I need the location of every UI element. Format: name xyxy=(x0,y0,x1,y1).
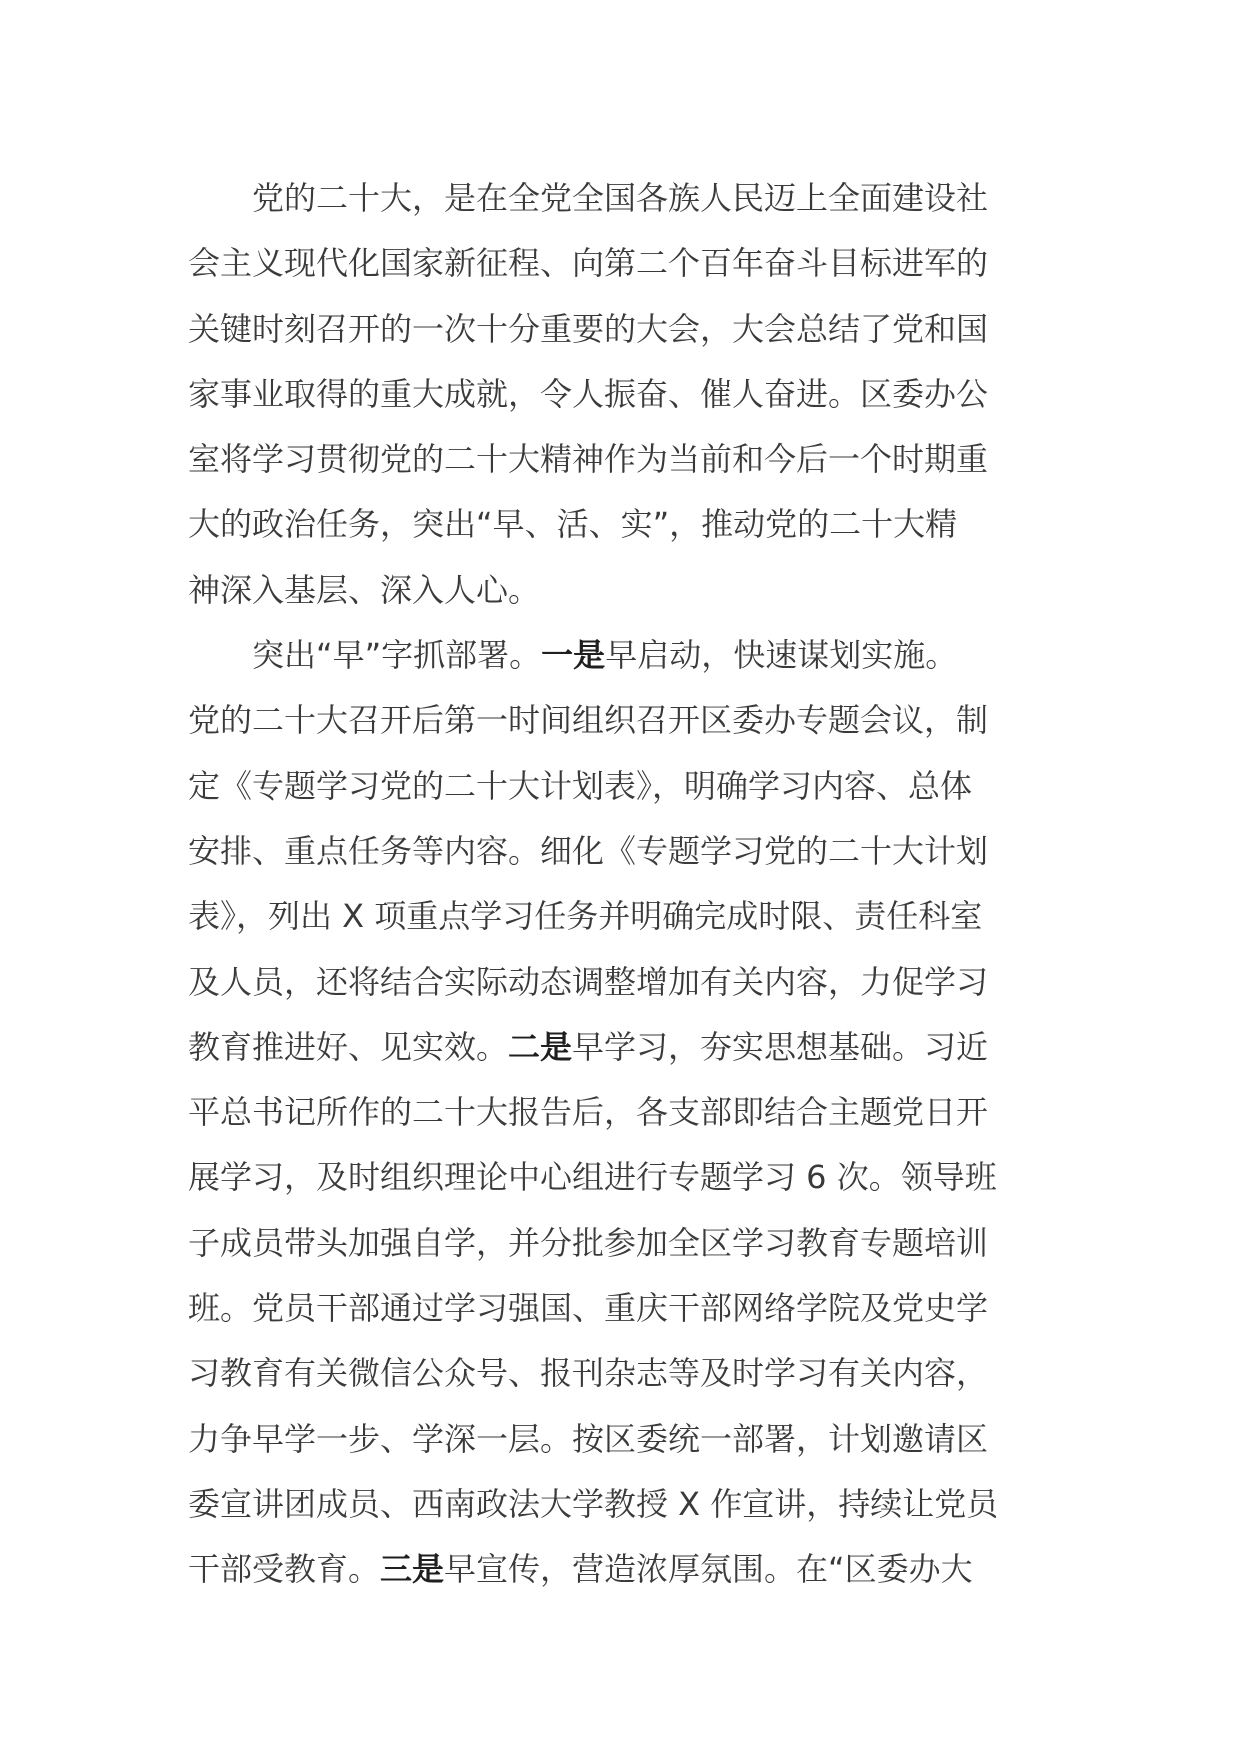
text-line xyxy=(188,1341,1048,1406)
text-line xyxy=(188,1537,1048,1602)
text-line xyxy=(188,950,1048,1015)
text-line xyxy=(188,1145,1048,1210)
text-line xyxy=(188,688,1048,753)
text-line xyxy=(188,1015,1048,1080)
text-segment: 早启动，快速谋划实施。 xyxy=(605,636,958,675)
text-segment: 表》，列出 X 项重点学习任务并明确完成时限、责任科室 xyxy=(188,897,983,936)
text-segment: 家事业取得的重大成就，令人振奋、催人奋进。区委办公 xyxy=(188,374,989,413)
text-segment: 关键时刻召开的一次十分重要的大会，大会总结了党和国 xyxy=(188,309,989,348)
text-segment: 力争早学一步、学深一层。按区委统一部署，计划邀请区 xyxy=(188,1419,989,1458)
text-segment: 习教育有关微信公众号、报刊杂志等及时学习有关内容， xyxy=(188,1354,989,1393)
text-line xyxy=(188,1472,1048,1537)
text-segment: 平总书记所作的二十大报告后，各支部即结合主题党日开 xyxy=(188,1093,989,1132)
bold-ordinal-label: 一是 xyxy=(541,636,606,675)
text-segment: 干部受教育。 xyxy=(188,1550,381,1589)
text-segment: 早学习，夯实思想基础。习近 xyxy=(572,1027,989,1066)
text-line xyxy=(188,1407,1048,1472)
text-line xyxy=(188,427,1048,492)
bold-ordinal-label: 三是 xyxy=(380,1550,445,1589)
text-segment: 展学习，及时组织理论中心组进行专题学习 6 次。领导班 xyxy=(188,1158,997,1197)
document-body xyxy=(188,166,1048,1603)
text-line xyxy=(188,754,1048,819)
text-line xyxy=(188,362,1048,427)
text-segment: 定《专题学习党的二十大计划表》，明确学习内容、总体 xyxy=(188,766,973,805)
text-segment: 党的二十大召开后第一时间组织召开区委办专题会议，制 xyxy=(188,701,989,740)
text-segment: 及人员，还将结合实际动态调整增加有关内容，力促学习 xyxy=(188,962,989,1001)
text-segment: 神深入基层、深入人心。 xyxy=(188,570,541,609)
text-segment: 安排、重点任务等内容。细化《专题学习党的二十大计划 xyxy=(188,831,989,870)
text-segment: 党的二十大，是在全党全国各族人民迈上全面建设社 xyxy=(252,179,989,217)
text-segment: 室将学习贯彻党的二十大精神作为当前和今后一个时期重 xyxy=(188,440,989,479)
text-line xyxy=(188,492,1048,557)
text-segment: 子成员带头加强自学，并分批参加全区学习教育专题培训 xyxy=(188,1223,989,1262)
text-line xyxy=(188,819,1048,884)
text-line xyxy=(188,1080,1048,1145)
text-segment: 班。党员干部通过学习强国、重庆干部网络学院及党史学 xyxy=(188,1289,989,1328)
text-segment: 委宣讲团成员、西南政法大学教授 X 作宣讲，持续让党员 xyxy=(188,1484,999,1523)
text-line xyxy=(188,297,1048,362)
text-line xyxy=(188,558,1048,623)
text-line xyxy=(188,166,1048,231)
text-line xyxy=(188,884,1048,949)
text-segment: 突出“早”字抓部署。 xyxy=(252,636,542,675)
bold-ordinal-label: 二是 xyxy=(508,1027,573,1066)
text-segment: 大的政治任务，突出“早、活、实”，推动党的二十大精 xyxy=(188,505,958,544)
text-segment: 会主义现代化国家新征程、向第二个百年奋斗目标进军的 xyxy=(188,244,989,283)
text-segment: 早宣传，营造浓厚氛围。在“区委办大 xyxy=(444,1550,973,1589)
text-line xyxy=(188,1211,1048,1276)
text-line xyxy=(188,1276,1048,1341)
text-segment: 教育推进好、见实效。 xyxy=(188,1027,509,1066)
text-line xyxy=(188,623,1048,688)
text-line xyxy=(188,231,1048,296)
